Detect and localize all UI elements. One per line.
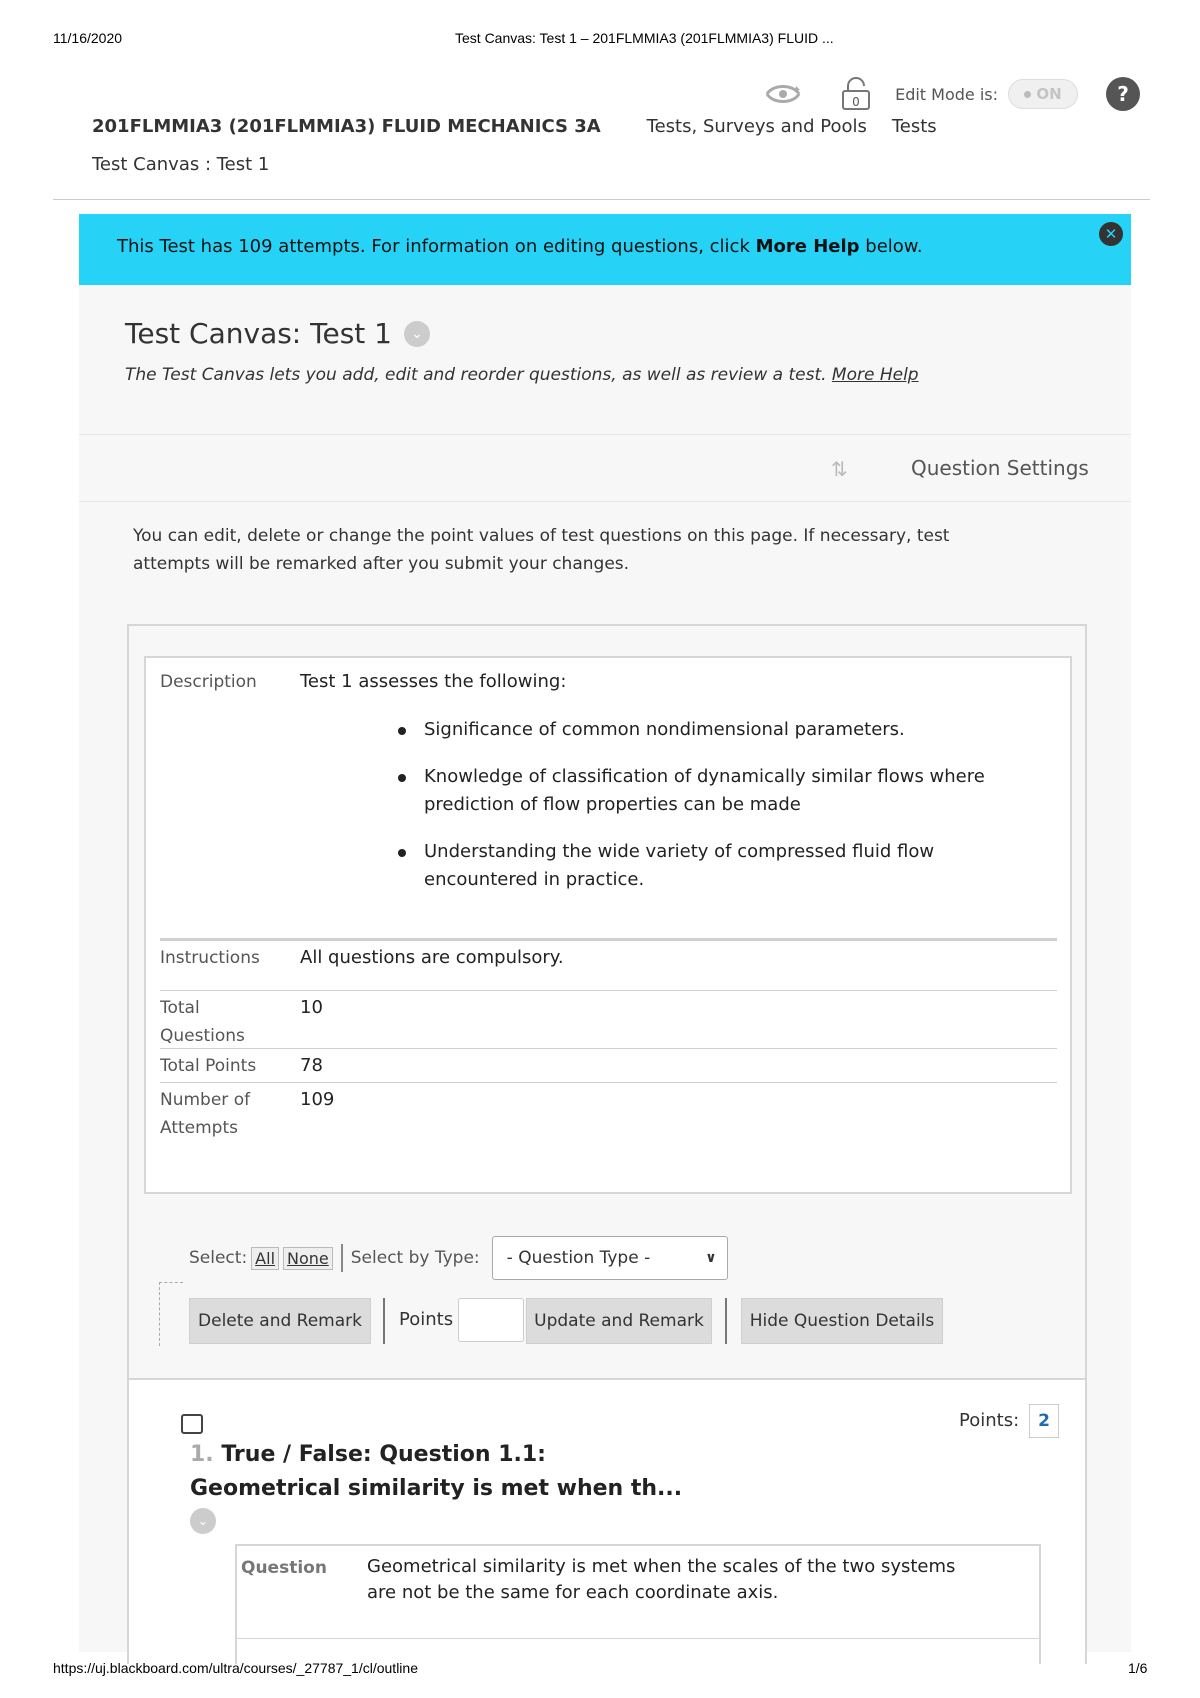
question-settings-link[interactable]: Question Settings — [911, 456, 1089, 480]
banner-text-after: below. — [859, 236, 923, 257]
question-type-selected: - Question Type - — [506, 1248, 651, 1268]
points-input[interactable] — [458, 1298, 524, 1342]
description-label: Description — [160, 672, 257, 692]
select-by-type-label: Select by Type: — [350, 1248, 480, 1268]
edit-mode-toggle[interactable] — [1008, 79, 1078, 109]
breadcrumb-tests-surveys-pools[interactable]: Tests, Surveys and Pools — [646, 116, 867, 137]
print-page-number: 1/6 — [1128, 1660, 1148, 1676]
list-item: Significance of common nondimensional parameters. — [396, 716, 996, 744]
breadcrumb — [92, 116, 962, 137]
test-info-box — [144, 656, 1072, 1194]
print-date: 11/16/2020 — [53, 30, 123, 46]
question-details — [235, 1544, 1041, 1664]
select-row — [189, 1236, 728, 1280]
divider — [160, 990, 1057, 991]
title-area — [79, 285, 1131, 435]
print-title: Test Canvas: Test 1 – 201FLMMIA3 (201FLMMIA3) FLUID ... — [455, 30, 834, 46]
question-points-value[interactable]: 2 — [1029, 1404, 1059, 1438]
page-description-text: The Test Canvas lets you add, edit and reorder questions, as well as review a test. — [125, 365, 827, 385]
divider — [160, 938, 1057, 941]
page-title-text: Test Canvas: Test 1 — [125, 317, 392, 350]
attempts-label: Number of Attempts — [160, 1090, 251, 1138]
update-remark-button[interactable]: Update and Remark — [526, 1298, 712, 1344]
divider — [160, 1048, 1057, 1049]
banner-more-help: More Help — [755, 236, 860, 257]
top-bar — [53, 70, 1150, 200]
select-all-link[interactable]: All — [251, 1247, 279, 1270]
hide-question-details-button[interactable]: Hide Question Details — [741, 1298, 943, 1344]
eye-refresh-icon[interactable] — [763, 80, 803, 108]
total-points-value: 78 — [300, 1055, 323, 1076]
instructions-label: Instructions — [160, 948, 260, 968]
question-text: Geometrical similarity is met when the scales of the two systems are not be the same for each coordinate axis. — [367, 1556, 956, 1603]
separator — [725, 1298, 727, 1344]
intro-text: You can edit, delete or change the point values of test questions on this page. If necessary, test attempts will be remarked after you submit your changes. — [133, 526, 950, 574]
selection-arrow-guide — [159, 1282, 183, 1346]
attempts-value: 109 — [300, 1089, 335, 1110]
help-icon[interactable]: ? — [1106, 77, 1140, 111]
main-content — [79, 502, 1131, 1652]
test-canvas-box — [127, 624, 1087, 1664]
toggle-dot — [1024, 91, 1031, 98]
breadcrumb-tests[interactable]: Tests — [891, 116, 937, 137]
edit-mode-state: ON — [1036, 85, 1062, 103]
more-help-link[interactable]: More Help — [831, 365, 919, 385]
chevron-down-icon[interactable]: ⌄ — [190, 1508, 216, 1534]
question-title[interactable] — [190, 1438, 690, 1506]
lock-icon[interactable] — [839, 77, 873, 111]
total-questions-label: Total Questions — [160, 998, 245, 1046]
top-icons — [763, 76, 1140, 112]
chevron-down-icon[interactable]: ⌄ — [404, 321, 430, 347]
description-bullets — [396, 716, 996, 913]
question-label: Question — [241, 1558, 327, 1578]
question-title-text: True / False: Question 1.1: Geometrical similarity is met when th... — [190, 1442, 683, 1501]
divider — [237, 1638, 1039, 1639]
lock-count: 0 — [852, 95, 860, 109]
banner-text-before: This Test has 109 attempts. For information on editing questions, click — [117, 236, 756, 257]
question-points-label: Points: — [959, 1410, 1020, 1431]
banner-text — [117, 236, 923, 257]
print-url: https://uj.blackboard.com/ultra/courses/_27787_1/cl/outline — [53, 1660, 418, 1676]
question-type-select[interactable] — [492, 1236, 728, 1280]
separator — [341, 1244, 343, 1272]
page-title — [125, 317, 430, 350]
breadcrumb-current: Test Canvas : Test 1 — [92, 154, 270, 175]
separator — [383, 1298, 385, 1344]
info-banner — [79, 214, 1131, 285]
select-label: Select: — [189, 1248, 248, 1268]
points-label: Points — [399, 1309, 454, 1330]
description-lead: Test 1 assesses the following: — [300, 671, 567, 692]
list-item: Knowledge of classification of dynamically similar flows where prediction of flow properties can be made — [396, 763, 996, 819]
breadcrumb-course[interactable]: 201FLMMIA3 (201FLMMIA3) FLUID MECHANICS 3A — [92, 116, 601, 137]
total-questions-value: 10 — [300, 997, 323, 1018]
question-card — [129, 1378, 1085, 1678]
sort-icon[interactable]: ⇅ — [831, 457, 848, 481]
question-checkbox[interactable] — [181, 1414, 203, 1434]
settings-bar — [79, 434, 1131, 502]
close-icon[interactable]: ✕ — [1099, 222, 1123, 246]
edit-mode-label: Edit Mode is: — [895, 84, 998, 104]
delete-remark-button[interactable]: Delete and Remark — [189, 1298, 371, 1344]
total-points-label: Total Points — [160, 1056, 257, 1076]
question-number: 1. — [190, 1442, 214, 1467]
select-none-link[interactable]: None — [283, 1247, 333, 1270]
page-description — [125, 365, 919, 385]
chevron-down-icon: ∨ — [705, 1250, 717, 1266]
divider — [160, 1082, 1057, 1083]
instructions-value: All questions are compulsory. — [300, 947, 564, 968]
question-controls — [129, 1236, 1085, 1366]
list-item: Understanding the wide variety of compressed fluid flow encountered in practice. — [396, 838, 996, 894]
